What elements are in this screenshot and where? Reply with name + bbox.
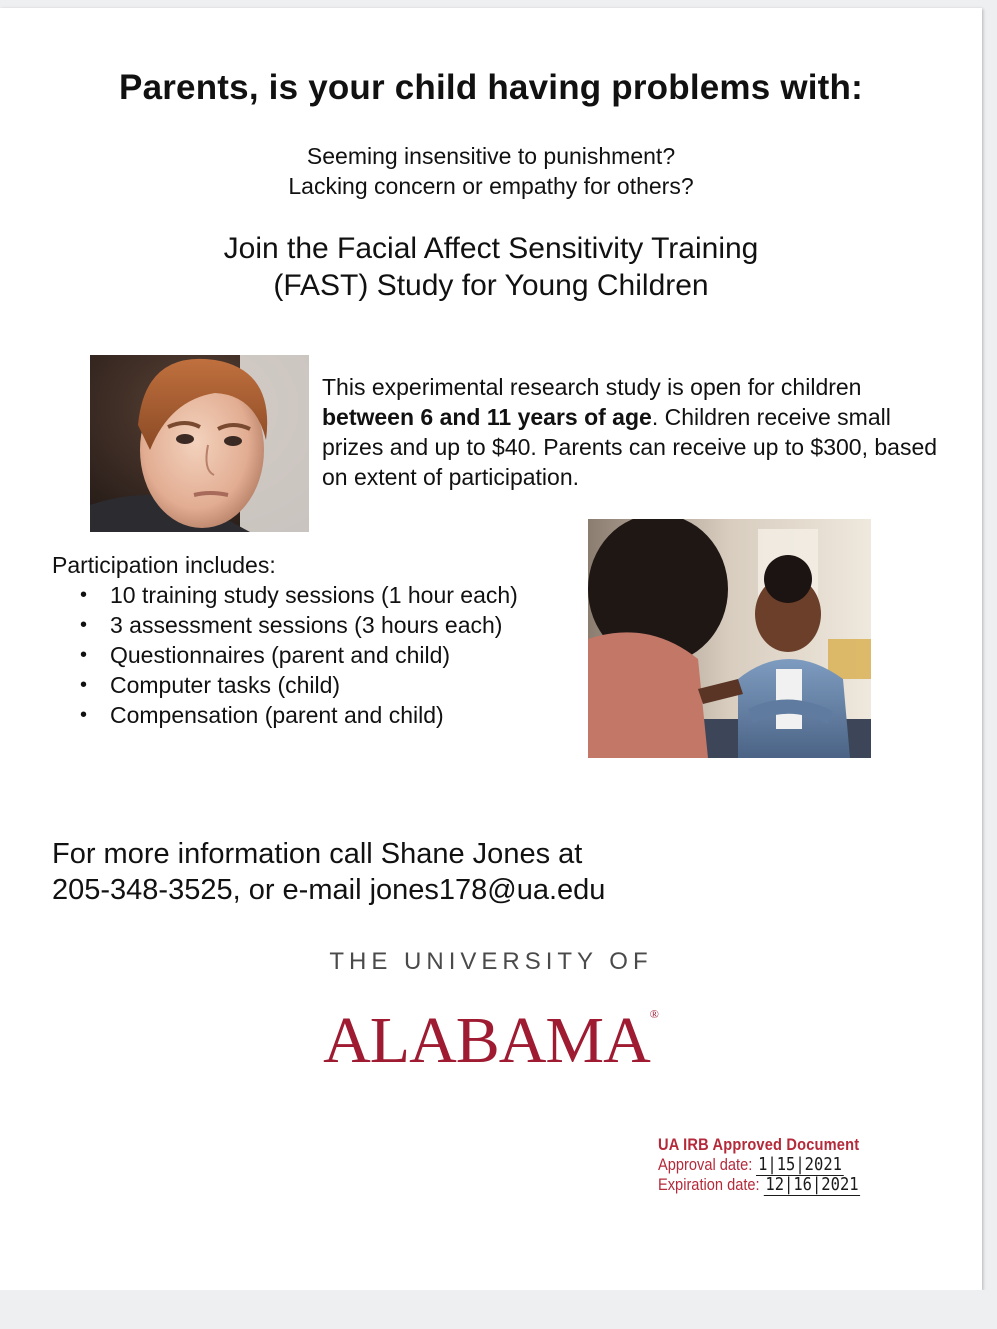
bullet-icon: • — [80, 584, 88, 606]
university-logo-name: ALABAMA — [323, 1004, 650, 1077]
participation-list — [52, 580, 592, 730]
registered-mark-icon: ® — [649, 1007, 659, 1021]
bullet-icon: • — [80, 644, 88, 666]
approval-date-label: Approval date: — [658, 1155, 753, 1174]
parent-child-image — [588, 519, 871, 758]
participation-item: • Compensation (parent and child) — [80, 702, 444, 728]
participation-item: • 10 training study sessions (1 hour each) — [80, 582, 518, 608]
participation-section — [52, 550, 592, 730]
bullet-icon: • — [80, 704, 88, 726]
question-empathy: Lacking concern or empathy for others? — [288, 173, 694, 199]
flyer-page — [0, 8, 982, 1290]
irb-approval-stamp — [658, 1135, 882, 1195]
parent-child-photo — [588, 519, 871, 758]
bullet-icon: • — [80, 614, 88, 636]
participation-item: • Questionnaires (parent and child) — [80, 642, 451, 668]
approval-date-value: 1|15|2021 — [758, 1154, 842, 1175]
boy-portrait-photo — [90, 355, 309, 532]
study-description-text-1: This experimental research study is open for children — [322, 374, 862, 400]
study-description — [322, 372, 942, 492]
screening-questions — [0, 141, 982, 201]
expiration-date-value: 12|16|2021 — [765, 1174, 859, 1195]
irb-expiration-row — [658, 1175, 882, 1195]
expiration-date-label: Expiration date: — [658, 1175, 760, 1194]
contact-line-email: 205-348-3525, or e-mail jones178@ua.edu — [52, 874, 606, 906]
participation-item: • 3 assessment sessions (3 hours each) — [80, 612, 503, 638]
university-logo-wordmark — [0, 978, 982, 1077]
university-logo-top: THE UNIVERSITY OF — [329, 948, 653, 975]
participation-heading: Participation includes: — [52, 552, 276, 578]
flyer-headline: Parents, is your child having problems with: — [119, 68, 863, 107]
contact-info — [52, 836, 752, 908]
bullet-icon: • — [80, 674, 88, 696]
page-background — [0, 1290, 997, 1329]
participation-item: • Computer tasks (child) — [80, 672, 341, 698]
study-title-line-2: (FAST) Study for Young Children — [273, 269, 709, 302]
irb-approval-row — [658, 1155, 882, 1175]
study-title — [0, 230, 982, 304]
study-title-line-1: Join the Facial Affect Sensitivity Training — [223, 232, 759, 265]
irb-stamp-title: UA IRB Approved Document — [658, 1135, 860, 1154]
age-range-emphasis: between 6 and 11 years of age — [322, 404, 652, 430]
boy-portrait-image — [90, 355, 309, 532]
question-punishment: Seeming insensitive to punishment? — [306, 143, 676, 169]
contact-line-phone: For more information call Shane Jones at — [52, 838, 583, 870]
study-description-text-2: . Children receive small prizes and up to $40. Parents can receive up to $300, based on extent of participation. — [322, 404, 938, 490]
